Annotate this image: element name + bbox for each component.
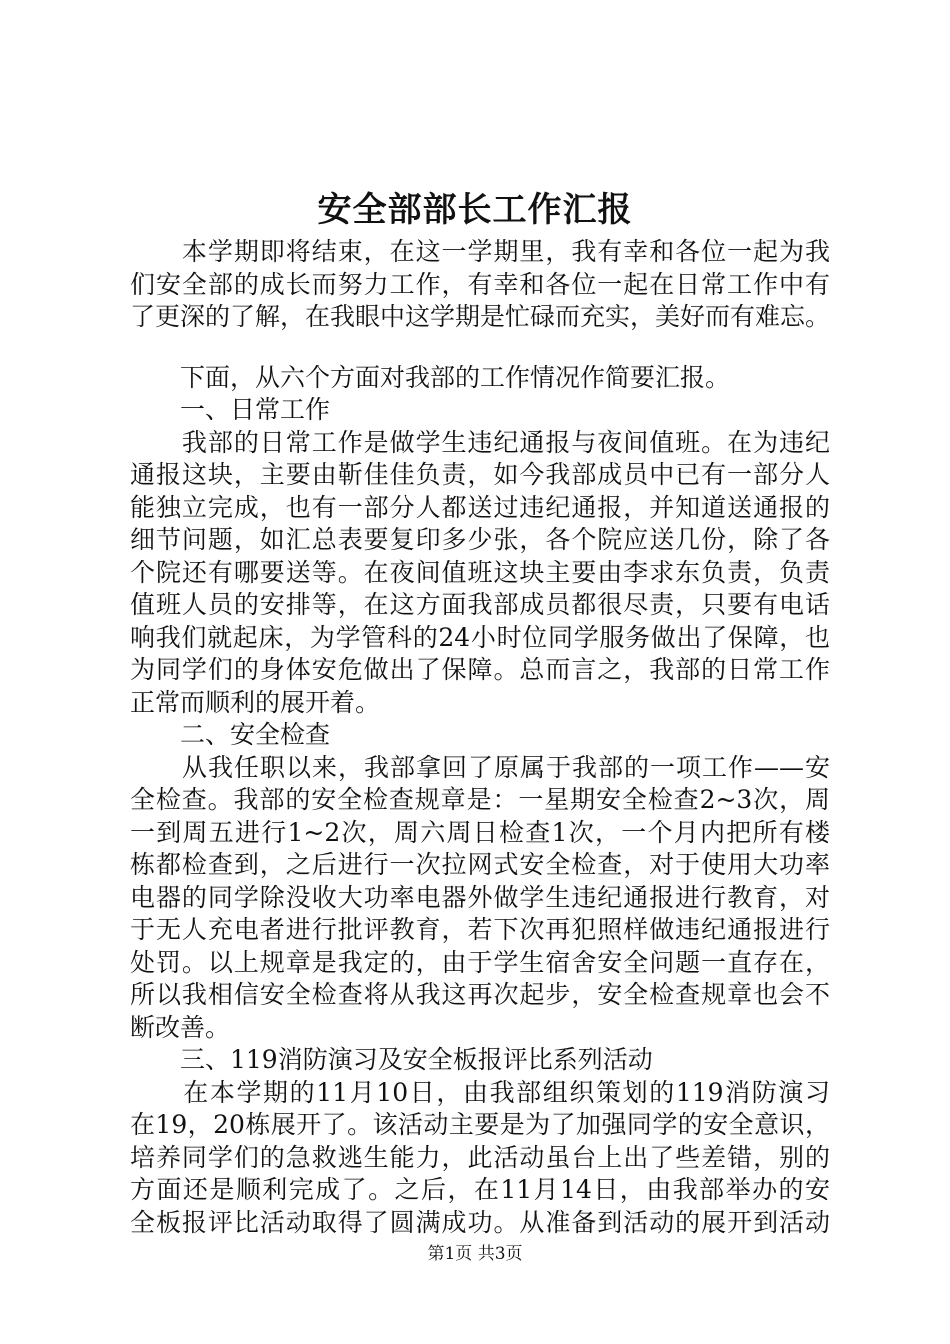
page-title: 安全部部长工作汇报: [317, 190, 633, 230]
text-line: 们安全部的成长而努力工作，有幸和各位一起在日常工作中有: [130, 269, 830, 299]
text-line: 从我任职以来，我部拿回了原属于我部的一项工作——安: [130, 752, 830, 782]
text-line: 在本学期的11月10日，由我部组织策划的119消防演习: [130, 1077, 830, 1107]
text-line: 于无人充电者进行批评教育，若下次再犯照样做违纪通报进行: [130, 915, 830, 944]
text-line: 三、119消防演习及安全板报评比系列活动: [130, 1045, 653, 1074]
text-line: 二、安全检查: [130, 720, 331, 749]
text-line: 电器的同学除没收大功率电器外做学生违纪通报进行教育，对: [130, 882, 830, 912]
safety-inspection-paragraph: [130, 752, 830, 1045]
text-line: 响我们就起床，为学管科的24小时位同学服务做出了保障，也: [130, 622, 830, 652]
text-line: 个院还有哪要送等。在夜间值班这块主要由李求东负责，负责: [130, 557, 830, 587]
section-heading-daily-work: [130, 394, 830, 427]
daily-work-paragraph: [130, 427, 830, 720]
text-line: 能独立完成，也有一部分人都送过违纪通报，并知道送通报的: [130, 492, 830, 522]
section-heading-safety-inspection: [130, 719, 830, 752]
paragraph-gap: [130, 334, 830, 362]
text-line: 栋都检查到，之后进行一次拉网式安全检查，对于使用大功率: [130, 850, 830, 879]
text-line: 方面还是顺利完成了。之后，在11月14日，由我部举办的安: [130, 1175, 830, 1204]
text-line: 全板报评比活动取得了圆满成功。从准备到活动的展开到活动: [130, 1207, 830, 1237]
text-line: 培养同学们的急救逃生能力，此活动虽台上出了些差错，别的: [130, 1142, 830, 1172]
text-line: 为同学们的身体安危做出了保障。总而言之，我部的日常工作: [130, 655, 830, 684]
section-heading-fire-drill: [130, 1044, 830, 1077]
text-line: 处罚。以上规章是我定的，由于学生宿舍安全问题一直存在，: [130, 947, 830, 977]
text-line: 我部的日常工作是做学生违纪通报与夜间值班。在为违纪: [130, 427, 830, 457]
text-line: 了更深的了解，在我眼中这学期是忙碌而充实，美好而有难忘。: [130, 302, 831, 331]
text-line: 在19，20栋展开了。该活动主要是为了加强同学的安全意识，: [130, 1110, 830, 1139]
summary-intro-paragraph: [130, 362, 830, 395]
document-body: [130, 236, 830, 1239]
text-line: 全检查。我部的安全检查规章是：一星期安全检查2~3次，周: [130, 785, 830, 814]
text-line: 一到周五进行1~2次，周六周日检查1次，一个月内把所有楼: [130, 817, 830, 847]
intro-paragraph: [130, 236, 830, 334]
text-line: 细节问题，如汇总表要复印多少张，各个院应送几份，除了各: [130, 525, 830, 554]
text-line: 下面，从六个方面对我部的工作情况作简要汇报。: [130, 362, 731, 392]
text-line: 一、日常工作: [130, 395, 331, 424]
text-line: 通报这块，主要由靳佳佳负责，如今我部成员中已有一部分人: [130, 460, 830, 489]
text-line: 断改善。: [130, 1012, 231, 1042]
text-line: 正常而顺利的展开着。: [130, 687, 381, 717]
text-line: 本学期即将结束，在这一学期里，我有幸和各位一起为我: [130, 237, 830, 266]
text-line: 值班人员的安排等，在这方面我部成员都很尽责，只要有电话: [130, 590, 830, 619]
page-footer: 第1页 共3页: [427, 1244, 523, 1264]
text-line: 所以我相信安全检查将从我这再次起步，安全检查规章也会不: [130, 980, 830, 1009]
fire-drill-paragraph: [130, 1077, 830, 1240]
